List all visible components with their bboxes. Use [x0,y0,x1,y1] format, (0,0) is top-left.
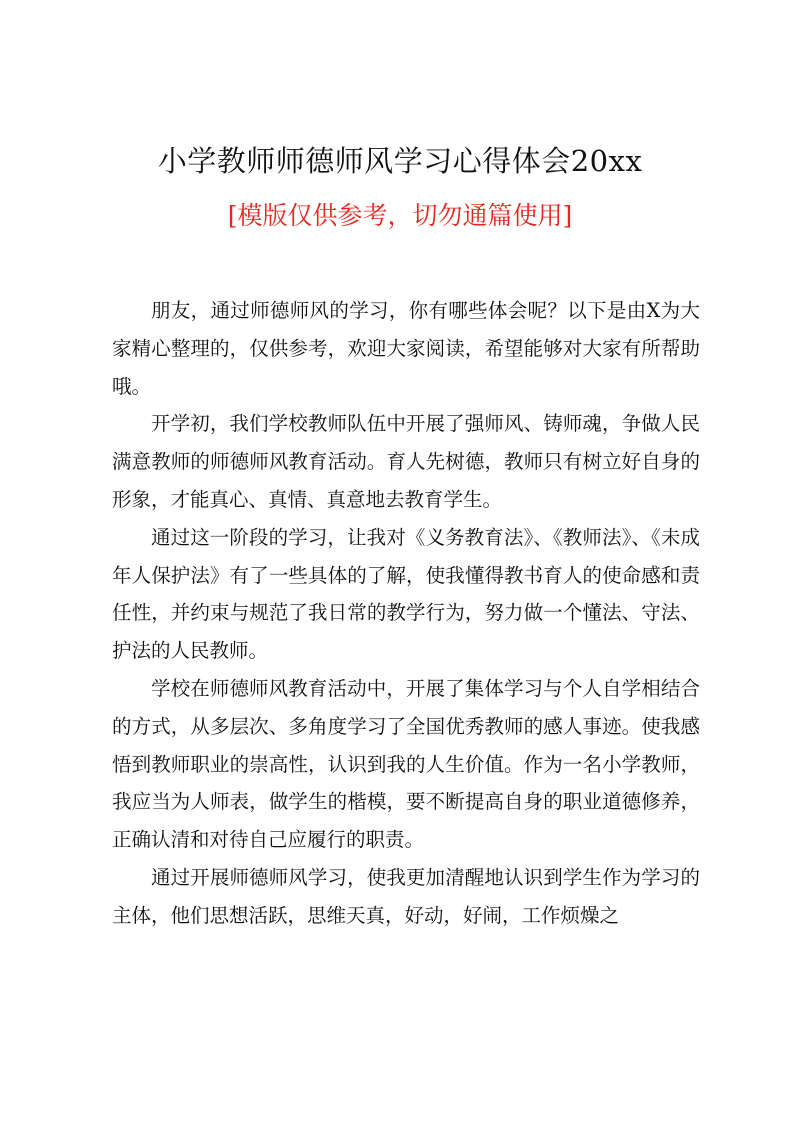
document-body [112,292,700,935]
template-notice: [模版仅供参考，切勿通篇使用] [227,201,573,230]
paragraph-laws: 通过这一阶段的学习，让我对《义务教育法》、《教师法》、《未成年人保护法》有了一些具体的了解，使我懂得教书育人的使命感和责任性，并约束与规范了我日常的教学行为，努力做一个懂法、守法、护法的人民教师。 [112,525,700,663]
paragraph-activity: 开学初，我们学校教师队伍中开展了强师风、铸师魂，争做人民满意教师的师德师风教育活动。育人先树德，教师只有树立好自身的形象，才能真心、真情、真意地去教育学生。 [112,412,700,511]
document-title: 小学教师师德师风学习心得体会20xx [157,144,643,178]
paragraph-intro: 朋友，通过师德师风的学习，你有哪些体会呢？以下是由X为大家精心整理的，仅供参考，欢迎大家阅读，希望能够对大家有所帮助哦。 [112,299,700,398]
paragraph-reflection: 学校在师德师风教育活动中，开展了集体学习与个人自学相结合的方式，从多层次、多角度学习了全国优秀教师的感人事迹。使我感悟到教师职业的崇高性，认识到我的人生价值。作为一名小学教师，我应当为人师表，做学生的楷模，要不断提高自身的职业道德修养，正确认清和对待自己应履行的职责。 [112,676,700,852]
paragraph-students: 通过开展师德师风学习，使我更加清醒地认识到学生作为学习的主体，他们思想活跃，思维天真，好动，好闹，工作烦燥之 [112,865,700,927]
